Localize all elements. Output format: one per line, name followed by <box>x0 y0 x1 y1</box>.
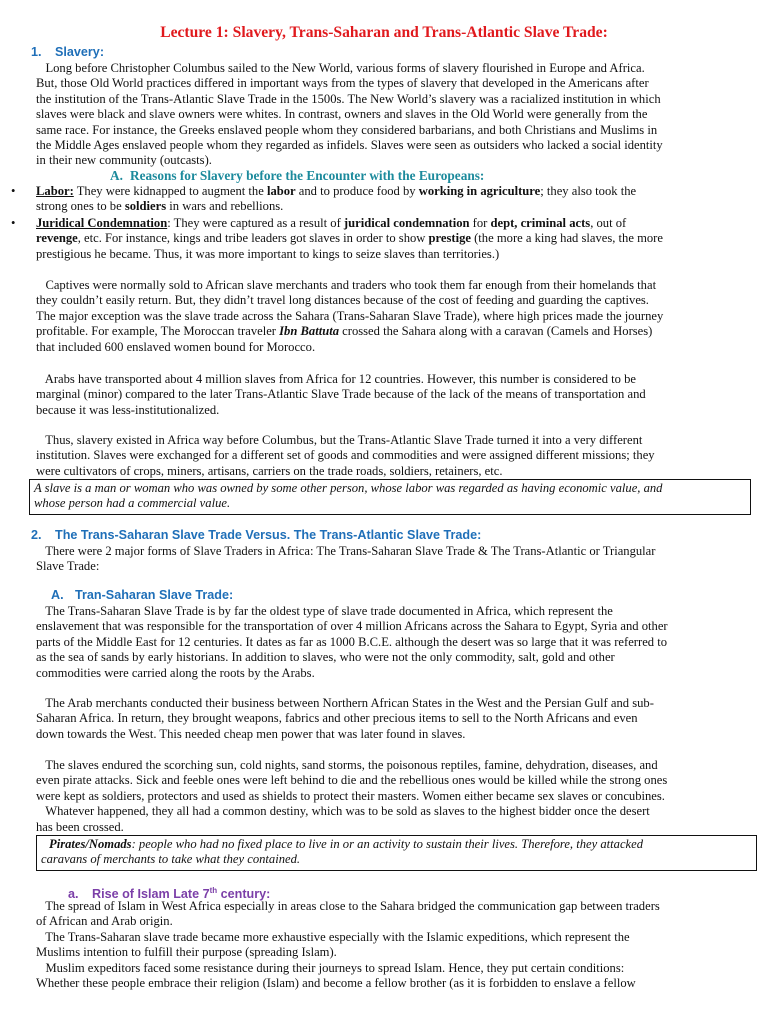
text-run: , out of <box>590 216 627 230</box>
juridical-term: Juridical Condemnation <box>36 216 168 230</box>
dept-keyword: dept, criminal acts <box>490 216 591 230</box>
soldiers-keyword: soldiers <box>124 199 167 214</box>
text-line: marginal (minor) compared to the later Trans-Atlantic Slave Trade because of the lack of the means of transportation and <box>36 387 646 402</box>
text-line: that included 600 enslaved women bound for Morocco. <box>36 339 316 354</box>
text-line: Whatever happened, they all had a common destiny, which was to be sold as slaves to the highest bidder once the desert <box>36 804 650 819</box>
subsection-heading-tail: century: <box>217 887 271 902</box>
text-run: and to produce food by <box>295 184 419 198</box>
subsection-number: A. <box>51 588 64 602</box>
text-line: even pirate attacks. Sick and feeble ones were left behind to die and the rebellious ones would be killed while the strong ones <box>36 773 668 788</box>
bullet-icon: • <box>11 216 16 230</box>
text-line: The major exception was the slave trade across the Sahara (Trans-Saharan Slave Trade), where high prices made the journey <box>36 308 664 323</box>
agriculture-keyword: working in agriculture <box>418 184 541 198</box>
section-2-heading <box>31 528 481 543</box>
text-line: in their new community (outcasts). <box>36 153 212 168</box>
section-number: 1. <box>31 45 42 59</box>
pirates-definition-box <box>36 835 757 871</box>
superscript: th <box>209 886 218 895</box>
text-line: prestigious he became. Thus, it was more important to kings to seize slaves than territories.) <box>36 246 500 261</box>
text-run: in wars and rebellions. <box>166 199 284 214</box>
text-line: has been crossed. <box>36 819 124 834</box>
text-run: crossed the Sahara along with a caravan (Camels and Horses) <box>339 324 653 339</box>
subsection-heading-text: Tran-Saharan Slave Trade: <box>75 588 234 602</box>
text-line: commodities were carried along the roots by the Arabs. <box>36 665 315 680</box>
text-line: Long before Christopher Columbus sailed to the New World, various forms of slavery flourished in Europe and Africa. <box>36 61 645 75</box>
text-line: whose person had a commercial value. <box>34 496 231 511</box>
text-line: same race. For instance, the Greeks enslaved people whom they considered barbarians, and both Christians and Muslims in <box>36 122 658 137</box>
text-line: Whether these people embrace their religion (Islam) and become a fellow brother (as it is forbidden to enslave a fellow <box>36 976 636 991</box>
text-line: The Trans-Saharan slave trade became more exhaustive especially with the Islamic expeditions, which represent the <box>36 929 630 944</box>
pirates-term: Pirates/Nomads <box>49 837 132 851</box>
labor-bullet-item <box>36 184 736 215</box>
text-line: There were 2 major forms of Slave Traders in Africa: The Trans-Saharan Slave Trade & The Trans-Atlantic or Triangular <box>36 544 656 558</box>
text-line: Muslim expeditors faced some resistance during their journeys to spread Islam. Hence, they put certain conditions: <box>36 960 625 975</box>
text-run: (the more a king had slaves, the more <box>470 231 663 246</box>
trans-saharan-paragraph <box>36 604 736 681</box>
subsection-heading-text: Reasons for Slavery before the Encounter with the Europeans: <box>130 168 485 183</box>
text-line: Slave Trade: <box>36 559 100 574</box>
text-run: profitable. For example, The Moroccan traveler <box>36 324 280 339</box>
text-line: Arabs have transported about 4 million slaves from Africa for 12 countries. However, this number is considered to be <box>36 372 636 386</box>
labor-keyword: labor <box>266 184 296 198</box>
text-line: The slaves endured the scorching sun, cold nights, sand storms, the poisonous reptiles, famine, dehydration, diseases, and <box>36 758 658 772</box>
subsection-heading-text: Rise of Islam Late 7 <box>92 887 210 902</box>
text-line <box>36 216 736 231</box>
section-number: 2. <box>31 528 42 542</box>
prestige-keyword: prestige <box>428 231 471 246</box>
section-1-heading <box>31 45 104 60</box>
subsection-a-heading <box>51 588 233 603</box>
slaves-endured-paragraph <box>36 758 736 835</box>
text-run: : people who had no fixed place to live in or an activity to sustain their lives. Therefore, they attacked <box>131 837 644 851</box>
text-run: They were kidnapped to augment the <box>73 184 267 198</box>
text-line: A slave is a man or woman who was owned by some other person, whose labor was regarded as having economic value, and <box>34 481 663 495</box>
text-line: slaves were black and slave owners were whites. In contrast, owners and slaves in the Old World were generally from the <box>36 107 648 122</box>
text-line: enslavement that was responsible for the transportation of over 4 million Africans across the Sahara to Egypt, Syria and other <box>36 619 668 634</box>
text-line: they couldn’t easily return. But, they didn’t travel long distances because of the cost of feeding and guarding the captives. <box>36 293 649 308</box>
text-line <box>36 324 736 339</box>
section-1-intro-paragraph <box>36 61 736 169</box>
juridical-keyword: juridical condemnation <box>343 216 470 230</box>
text-run: , etc. For instance, kings and tribe leaders got slaves in order to show <box>77 231 429 246</box>
text-line: The Trans-Saharan Slave Trade is by far the oldest type of slave trade documented in Africa, which represent the <box>36 604 613 618</box>
text-line: the institution of the Trans-Atlantic Slave Trade in the 1500s. The New World’s slavery was a racialized institution in which <box>36 91 661 106</box>
text-line <box>36 199 736 214</box>
text-line: caravans of merchants to take what they contained. <box>41 852 301 867</box>
text-line <box>36 231 736 246</box>
subsection-number: a. <box>68 887 79 902</box>
subsection-number: A. <box>110 168 123 183</box>
islam-paragraph <box>36 899 736 991</box>
text-line <box>36 184 736 199</box>
revenge-keyword: revenge <box>36 231 78 246</box>
text-line: because it was less-institutionalized. <box>36 402 220 417</box>
section-heading-text: Slavery: <box>55 45 105 59</box>
text-line: down towards the West. This needed cheap men power that was later found in slaves. <box>36 726 466 741</box>
lecture-title: Lecture 1: Slavery, Trans-Saharan and Trans-Atlantic Slave Trade: <box>160 24 608 41</box>
text-run: strong ones to be <box>36 199 125 214</box>
text-line: as the sea of sands by early historians. In addition to slaves, who were not the only commodity, salt, gold and other <box>36 650 615 665</box>
section-heading-text: The Trans-Saharan Slave Trade Versus. The Trans-Atlantic Slave Trade: <box>55 528 482 542</box>
labor-term: Labor: <box>36 184 74 198</box>
text-line: of African and Arab origin. <box>36 914 173 929</box>
text-line <box>41 837 752 852</box>
text-run: for <box>469 216 491 230</box>
text-line: The spread of Islam in West Africa especially in areas close to the Sahara bridged the communication gap between traders <box>36 899 660 913</box>
thus-paragraph <box>36 433 736 479</box>
arabs-paragraph <box>36 372 736 418</box>
text-line: Thus, slavery existed in Africa way before Columbus, but the Trans-Atlantic Slave Trade turned it into a very different <box>36 433 643 447</box>
text-line: The Arab merchants conducted their business between Northern African States in the West and the Persian Gulf and sub- <box>36 696 654 710</box>
juridical-bullet-item <box>36 216 736 262</box>
text-run: : They were captured as a result of <box>167 216 344 230</box>
text-line: parts of the Middle East for 12 centuries. It dates as far as 1000 B.C.E. although the desert was so large that it was referred to <box>36 634 668 649</box>
text-run: ; they also took the <box>540 184 637 198</box>
text-line: But, those Old World practices differed in important ways from the types of slavery that developed in the Americans after <box>36 76 649 91</box>
section-2-intro-paragraph <box>36 544 736 575</box>
captives-paragraph <box>36 278 736 355</box>
slave-definition-box <box>29 479 751 515</box>
text-line: Muslims intention to fulfill their purpose (spreading Islam). <box>36 945 337 960</box>
ibn-battuta-name: Ibn Battuta <box>279 324 340 339</box>
text-line: the Middle Ages enslaved people whom they regarded as infidels. Slaves were seen as outsiders who lacked a social identity <box>36 138 663 153</box>
text-line: institution. Slaves were exchanged for a different set of goods and commodities and were assigned different missions; they <box>36 448 655 463</box>
text-line: were cultivators of crops, miners, artisans, carriers on the trade roads, soldiers, retainers, etc. <box>36 463 503 478</box>
text-line: were kept as soldiers, protectors and used as shields to protect their masters. Women either became sex slaves or concubines. <box>36 788 665 803</box>
text-line: Captives were normally sold to African slave merchants and traders who took them far enough from their homelands that <box>36 278 657 292</box>
bullet-icon: • <box>11 184 16 198</box>
text-line: Saharan Africa. In return, they brought weapons, fabrics and other precious items to sell to the North Africans and even <box>36 711 638 726</box>
subsection-a-heading <box>110 168 484 183</box>
arab-merchants-paragraph <box>36 696 736 742</box>
